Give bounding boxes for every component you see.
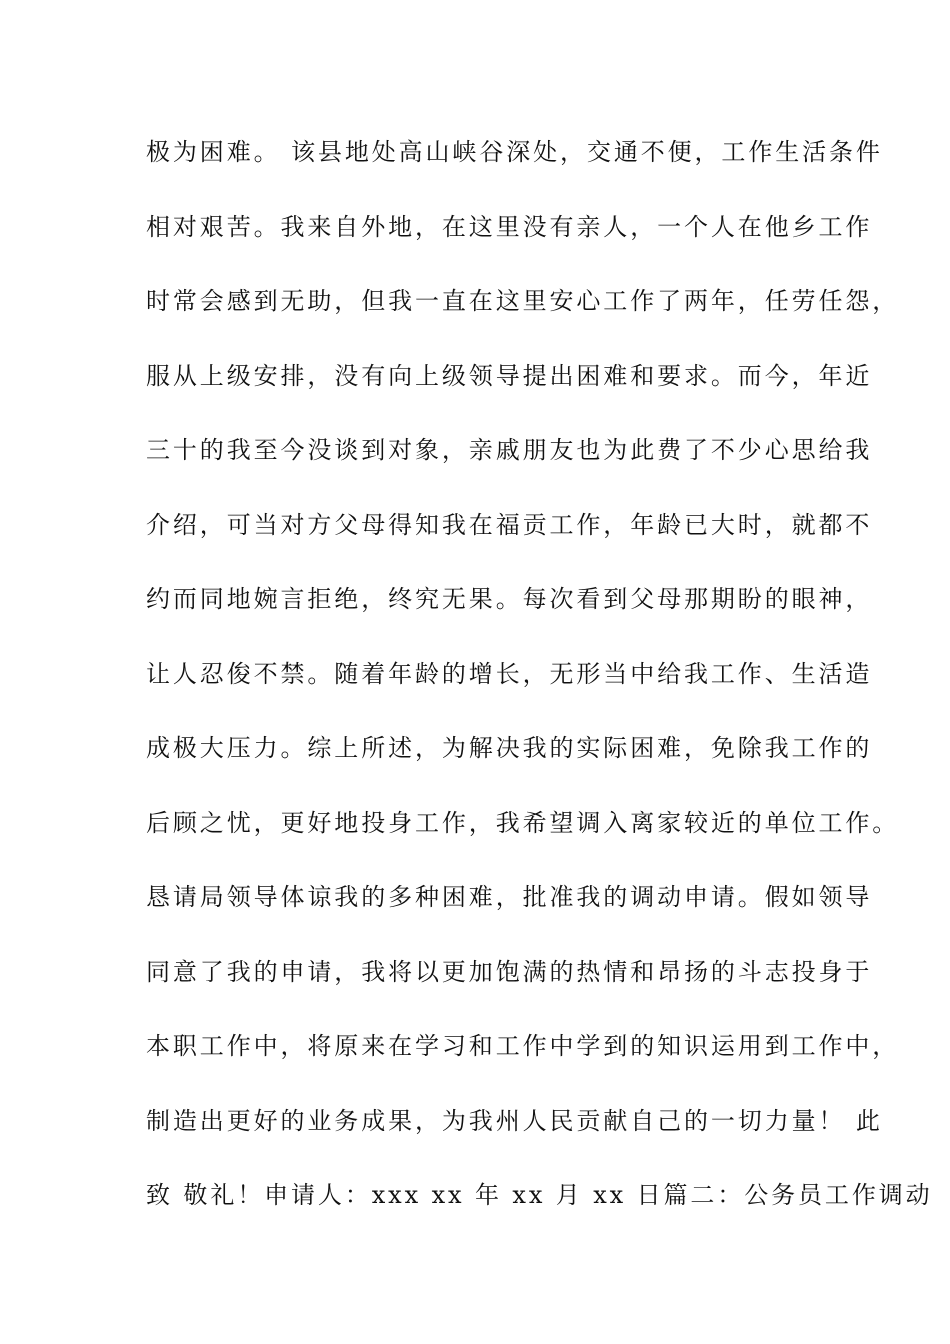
text-line: 同意了我的申请，我将以更加饱满的热情和昂扬的斗志投身于 <box>146 957 873 986</box>
text-line: 服从上级安排，没有向上级领导提出困难和要求。而今，年近 <box>146 361 873 390</box>
text-line: 本职工作中，将原来在学习和工作中学到的知识运用到工作中， <box>146 1032 900 1060</box>
text-line: 后顾之忧，更好地投身工作，我希望调入离家较近的单位工作。 <box>146 808 900 837</box>
text-line: 成极大压力。综上所述，为解决我的实际困难，免除我工作的 <box>146 734 873 762</box>
text-line: 恳请局领导体谅我的多种困难，批准我的调动申请。假如领导 <box>146 883 873 911</box>
text-line: 相对艰苦。我来自外地，在这里没有亲人，一个人在他乡工作 <box>146 212 873 241</box>
text-line: 极为困难。 该县地处高山峡谷深处，交通不便，工作生活条件 <box>146 138 883 166</box>
text-line: 制造出更好的业务成果，为我州人民贡献自己的一切力量！ 此 <box>146 1106 883 1135</box>
text-line: 让人忍俊不禁。随着年龄的增长，无形当中给我工作、生活造 <box>146 659 873 688</box>
text-line: 介绍，可当对方父母得知我在福贡工作，年龄已大时，就都不 <box>146 510 873 539</box>
text-line: 时常会感到无助，但我一直在这里安心工作了两年，任劳任怨， <box>146 287 900 315</box>
text-line: 三十的我至今没谈到对象，亲戚朋友也为此费了不少心思给我 <box>146 436 873 464</box>
text-line: 约而同地婉言拒绝，终究无果。每次看到父母那期盼的眼神， <box>146 585 873 613</box>
text-line: 致 敬礼！申请人：xxx xx 年 xx 月 xx 日篇二：公务员工作调动 <box>146 1181 933 1209</box>
body-text <box>146 128 933 1246</box>
